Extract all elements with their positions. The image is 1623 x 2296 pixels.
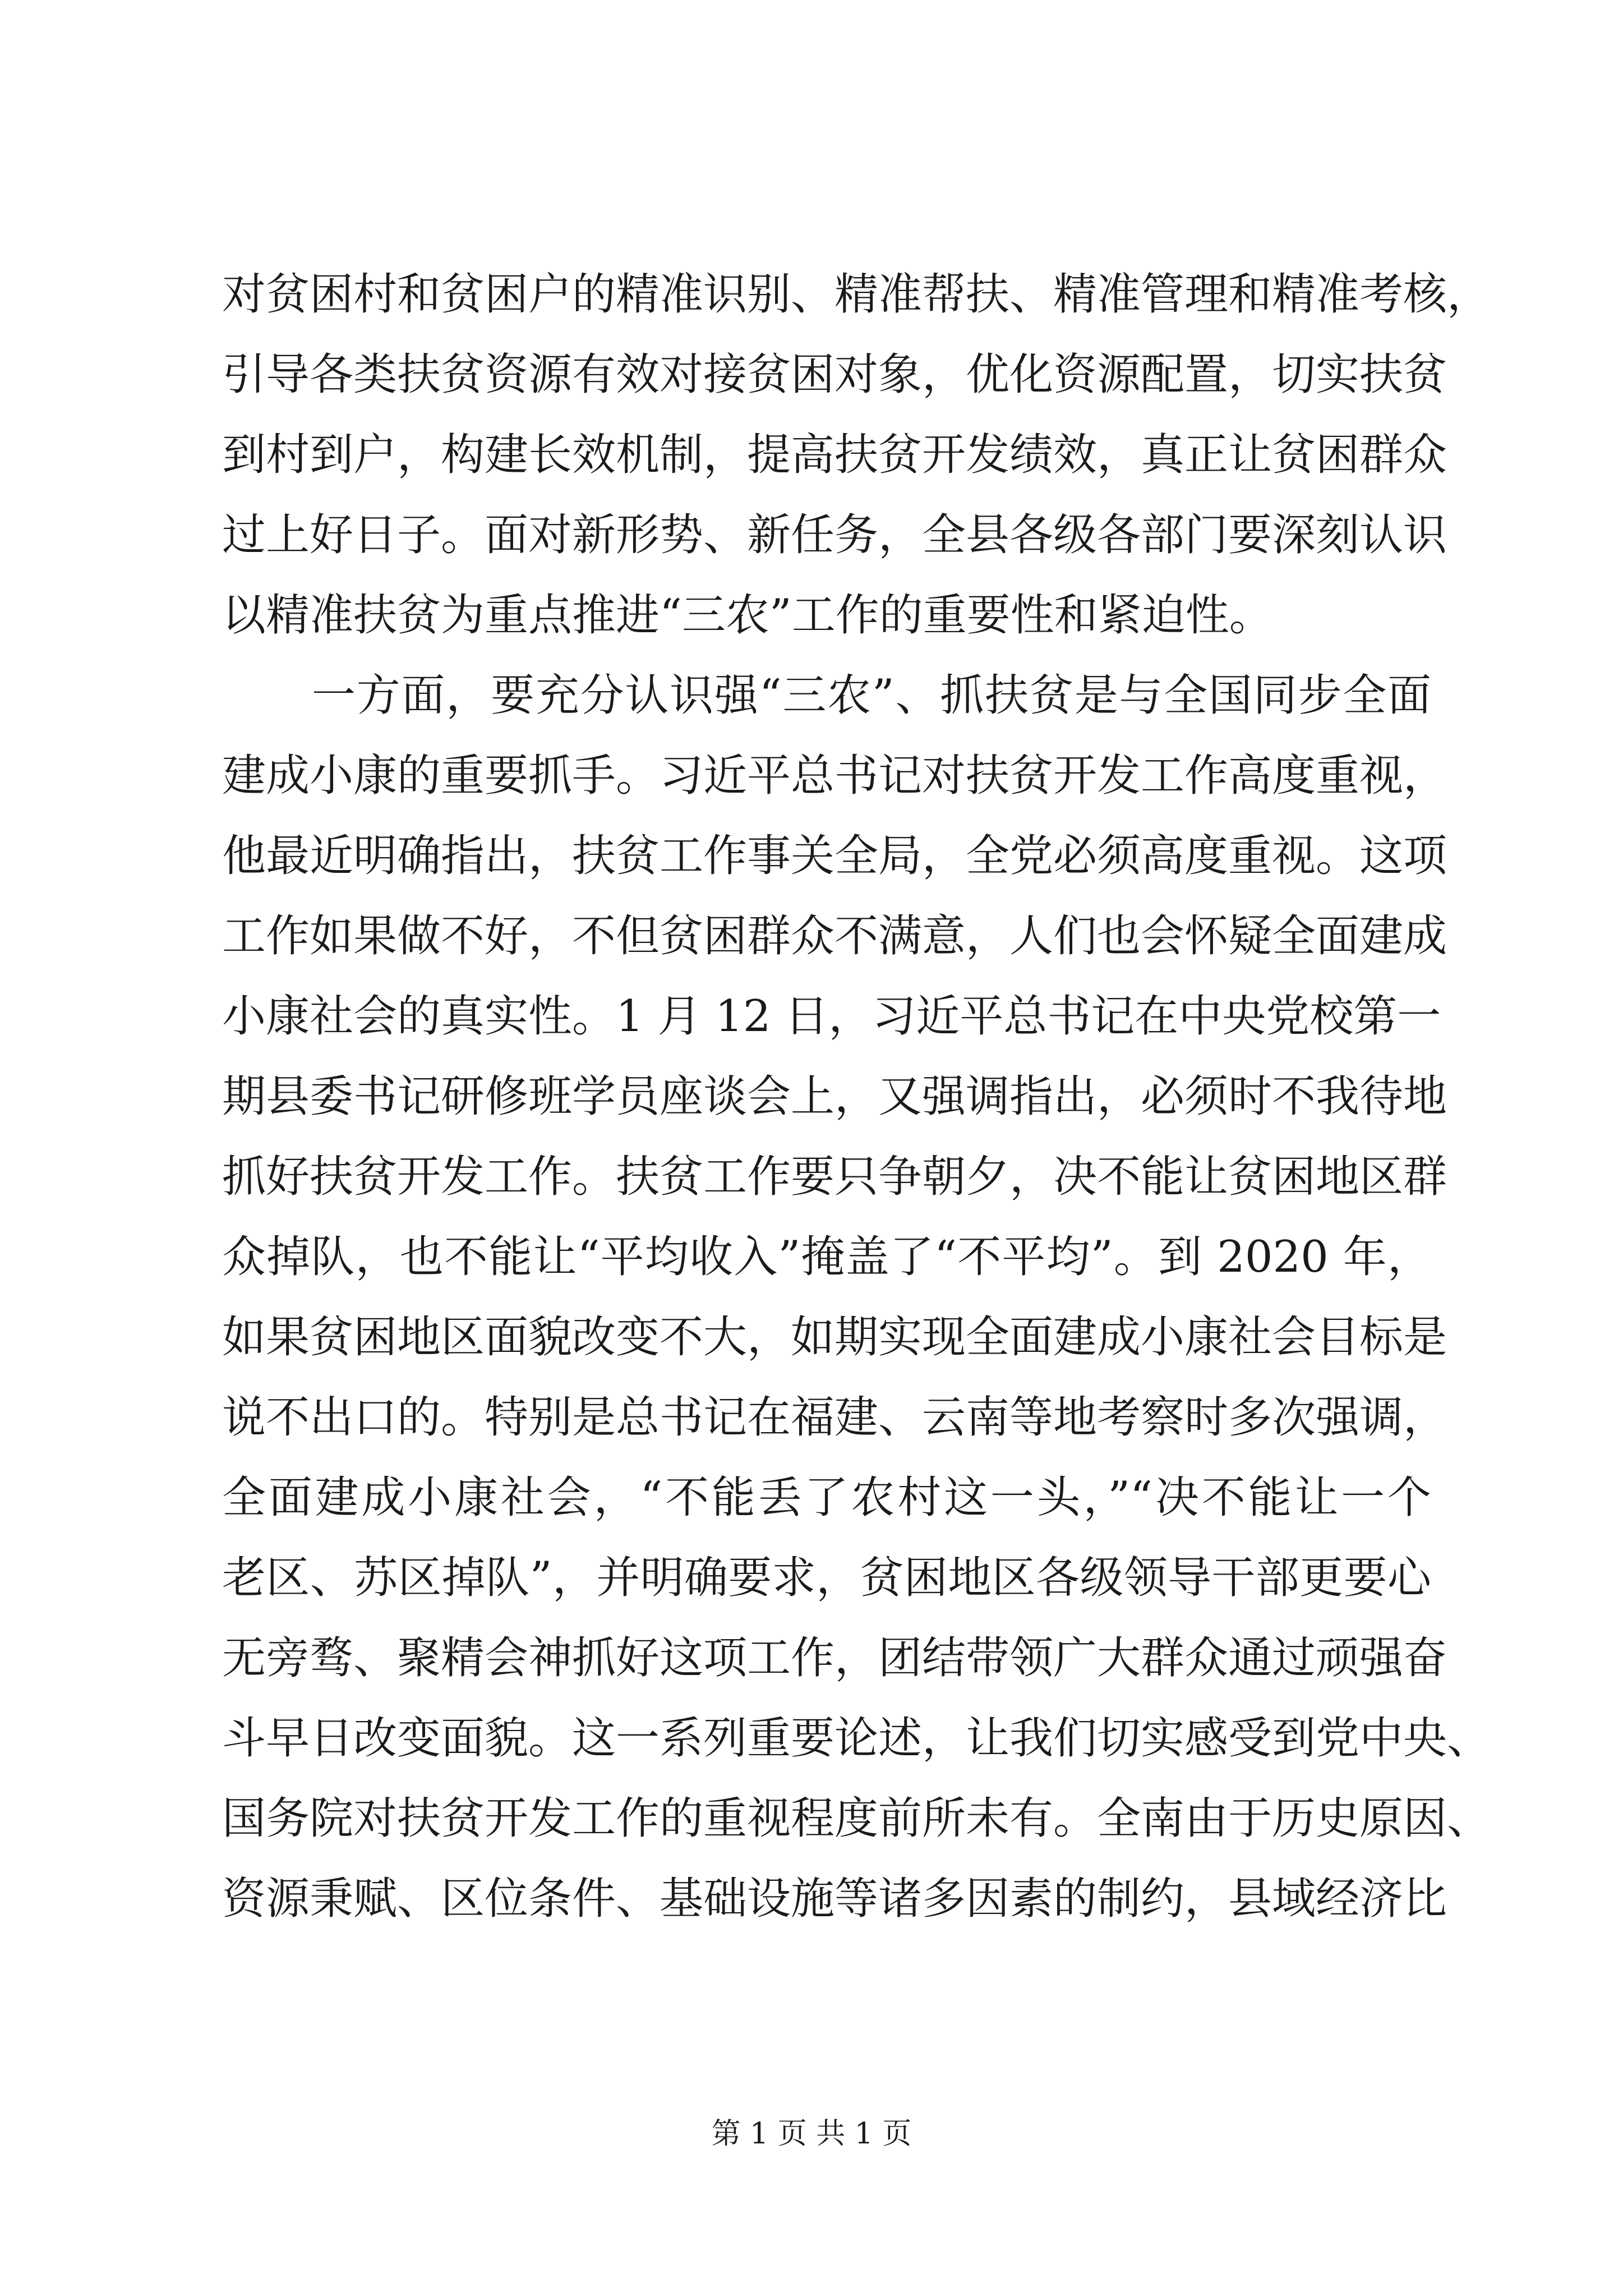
- text-line: 抓好扶贫开发工作。扶贫工作要只争朝夕，决不能让贫困地区群: [222, 1152, 1447, 1202]
- text-line: 建成小康的重要抓手。习近平总书记对扶贫开发工作高度重视，: [222, 751, 1447, 801]
- text-line: 全面建成小康社会，“不能丢了农村这一头，”“决不能让一个: [222, 1473, 1431, 1523]
- text-line: 斗早日改变面貌。这一系列重要论述，让我们切实感受到党中央、: [222, 1713, 1491, 1764]
- text-line: 他最近明确指出，扶贫工作事关全局，全党必须高度重视。这项: [222, 831, 1447, 881]
- text-line: 一方面，要充分认识强“三农”、抓扶贫是与全国同步全面: [312, 670, 1431, 721]
- text-line: 期县委书记研修班学员座谈会上，又强调指出，必须时不我待地: [222, 1071, 1447, 1122]
- text-line: 引导各类扶贫资源有效对接贫困对象，优化资源配置，切实扶贫: [222, 349, 1447, 400]
- text-line: 国务院对扶贫开发工作的重视程度前所未有。全南由于历史原因、: [222, 1793, 1491, 1844]
- document-body: [222, 255, 1491, 1939]
- text-line: 如果贫困地区面貌改变不大，如期实现全面建成小康社会目标是: [222, 1312, 1447, 1363]
- text-line: 过上好日子。面对新形势、新任务，全县各级各部门要深刻认识: [222, 510, 1447, 560]
- text-line: 到村到户，构建长效机制，提高扶贫开发绩效，真正让贫困群众: [222, 430, 1447, 480]
- text-line: 工作如果做不好，不但贫困群众不满意，人们也会怀疑全面建成: [222, 911, 1447, 961]
- paragraph-1: [222, 255, 1491, 656]
- paragraph-2: [222, 656, 1491, 1939]
- text-line: 资源秉赋、区位条件、基础设施等诸多因素的制约，县域经济比: [222, 1874, 1447, 1924]
- text-line: 众掉队，也不能让“平均收入”掩盖了“不平均”。到 2020 年，: [222, 1232, 1431, 1282]
- text-line: 说不出口的。特别是总书记在福建、云南等地考察时多次强调，: [222, 1392, 1447, 1443]
- text-line: 对贫困村和贫困户的精准识别、精准帮扶、精准管理和精准考核，: [222, 269, 1491, 320]
- text-line: 无旁骛、聚精会神抓好这项工作，团结带领广大群众通过顽强奋: [222, 1633, 1447, 1683]
- text-line: 以精准扶贫为重点推进“三农”工作的重要性和紧迫性。: [222, 590, 1273, 641]
- text-line: 小康社会的真实性。1 月 12 日，习近平总书记在中央党校第一: [222, 991, 1441, 1042]
- page-number-label: 第 1 页 共 1 页: [711, 2117, 912, 2151]
- page-footer: [0, 2117, 1623, 2151]
- text-line: 老区、苏区掉队”，并明确要求，贫困地区各级领导干部更要心: [222, 1553, 1431, 1603]
